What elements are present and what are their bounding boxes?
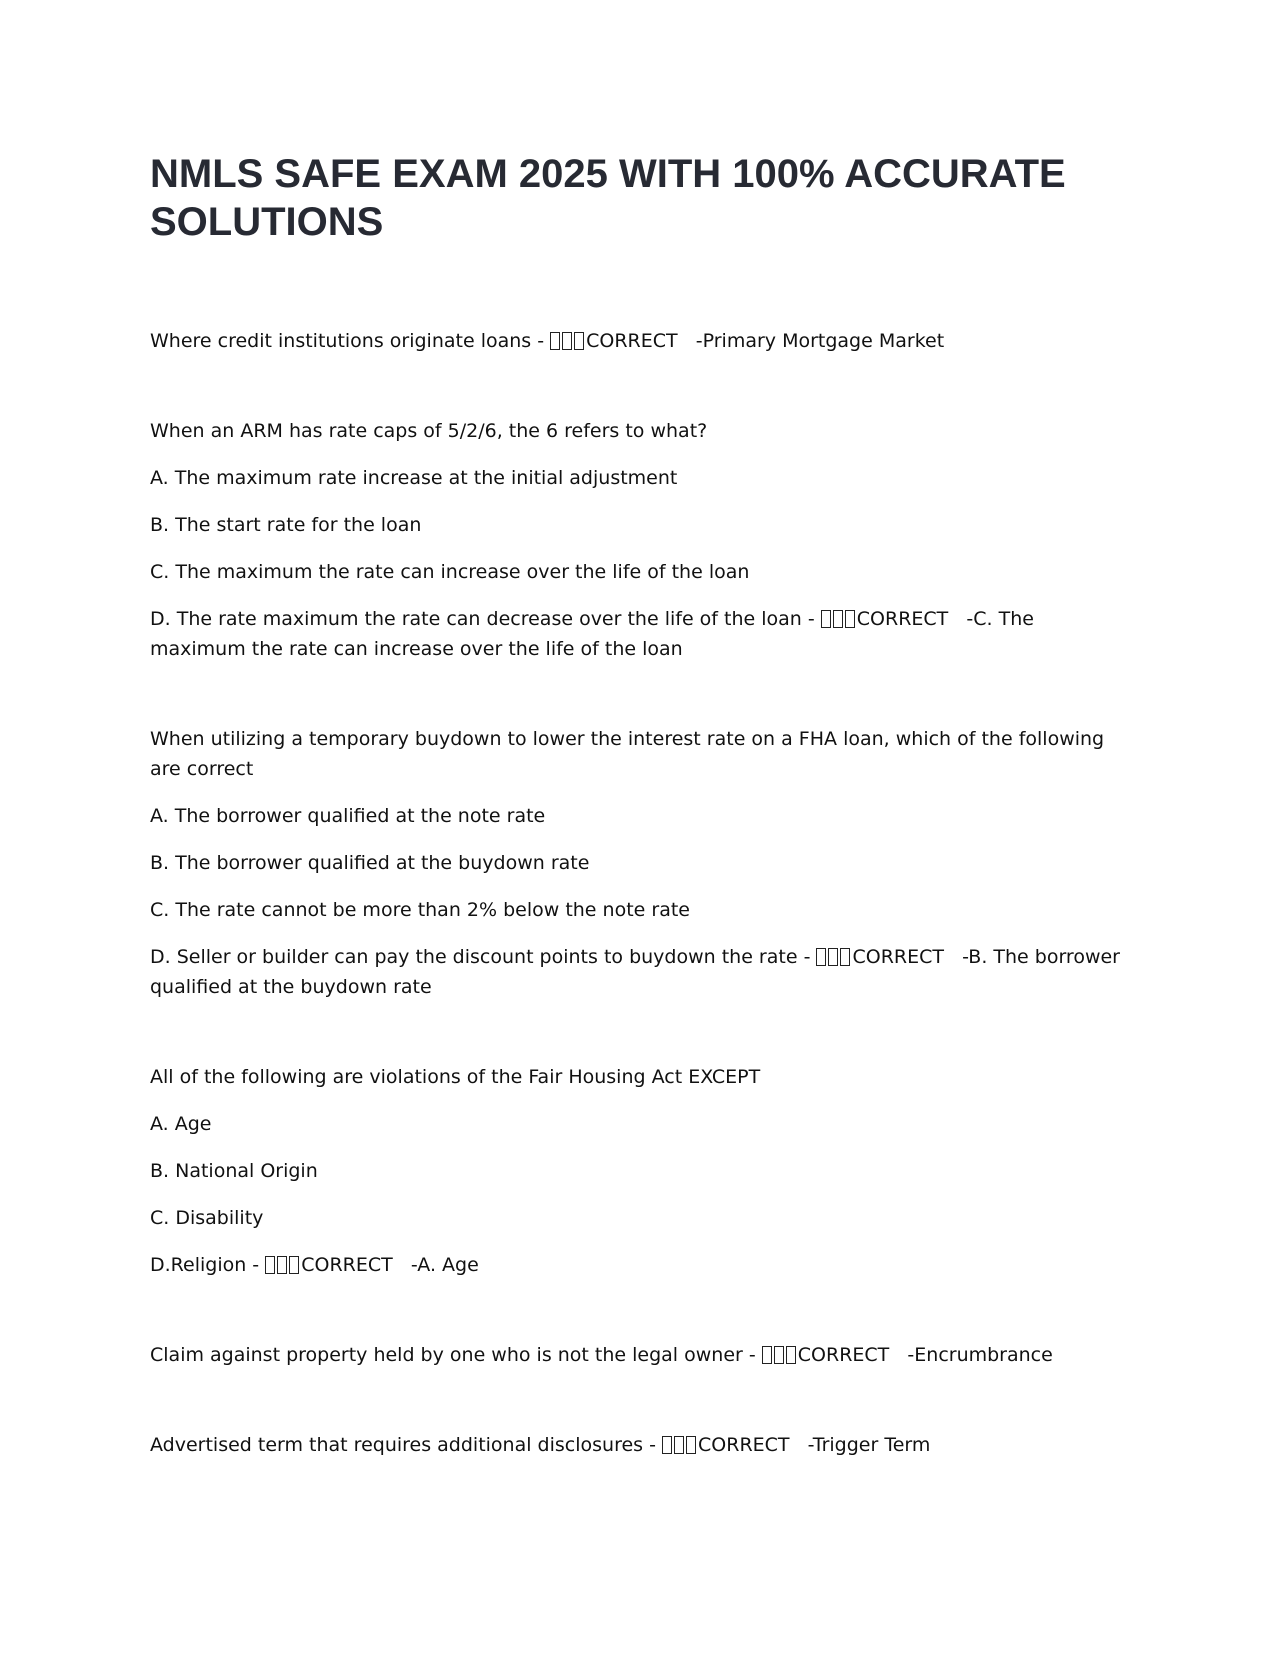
- question-line: [150, 1340, 1130, 1370]
- question-text: B. National Origin: [150, 1160, 318, 1182]
- missing-glyph-icon: [550, 330, 586, 352]
- question-block: [150, 416, 1130, 664]
- question-text: C. The rate cannot be more than 2% below the note rate: [150, 899, 690, 921]
- question-text: A. Age: [150, 1113, 212, 1135]
- missing-glyph-icon: [762, 1344, 798, 1366]
- question-block: [150, 1430, 1130, 1460]
- question-text: B. The start rate for the loan: [150, 514, 422, 536]
- question-line: [150, 1203, 1130, 1233]
- question-line: [150, 557, 1130, 587]
- question-text: A. The maximum rate increase at the initial adjustment: [150, 467, 678, 489]
- question-line: [150, 326, 1130, 356]
- missing-glyph-icon: [662, 1434, 698, 1456]
- document-page: [150, 150, 1130, 1460]
- question-text: A. The borrower qualified at the note rate: [150, 805, 546, 827]
- answer-text: A. Age: [417, 1254, 479, 1276]
- answer-prefix: CORRECT -: [698, 1434, 813, 1456]
- question-line: [150, 848, 1130, 878]
- question-text: When an ARM has rate caps of 5/2/6, the 6 refers to what?: [150, 420, 708, 442]
- question-line: [150, 1430, 1130, 1460]
- question-text: D. Seller or builder can pay the discount points to buydown the rate -: [150, 946, 817, 968]
- answer-text: Trigger Term: [812, 1434, 931, 1456]
- question-line: [150, 724, 1130, 784]
- document-title: NMLS SAFE EXAM 2025 WITH 100% ACCURATE SOLUTIONS: [150, 152, 1066, 244]
- question-block: [150, 1062, 1130, 1280]
- question-line: [150, 1062, 1130, 1092]
- answer-prefix: CORRECT -: [586, 330, 703, 352]
- question-text: Claim against property held by one who is not the legal owner -: [150, 1344, 762, 1366]
- question-text: When utilizing a temporary buydown to lower the interest rate on a FHA loan, which of the following are correct: [150, 728, 1111, 780]
- answer-prefix: CORRECT -: [852, 946, 969, 968]
- question-text: C. Disability: [150, 1207, 264, 1229]
- question-text: C. The maximum the rate can increase over the life of the loan: [150, 561, 750, 583]
- answer-prefix: CORRECT -: [301, 1254, 418, 1276]
- answer-text: Primary Mortgage Market: [702, 330, 945, 352]
- question-text: Advertised term that requires additional disclosures -: [150, 1434, 663, 1456]
- question-block: [150, 724, 1130, 1002]
- answer-prefix: CORRECT -: [856, 608, 974, 630]
- question-text: D. The rate maximum the rate can decrease over the life of the loan -: [150, 608, 821, 630]
- question-list: [150, 326, 1130, 1460]
- question-text: All of the following are violations of the Fair Housing Act EXCEPT: [150, 1066, 761, 1088]
- missing-glyph-icon: [265, 1254, 301, 1276]
- question-line: [150, 604, 1130, 664]
- question-line: [150, 416, 1130, 446]
- question-line: [150, 510, 1130, 540]
- question-line: [150, 1156, 1130, 1186]
- question-line: [150, 1109, 1130, 1139]
- answer-prefix: CORRECT -: [797, 1344, 915, 1366]
- answer-text: C. The maximum the rate can increase over the life of the loan: [150, 608, 1040, 660]
- question-line: [150, 895, 1130, 925]
- question-line: [150, 801, 1130, 831]
- question-text: B. The borrower qualified at the buydown rate: [150, 852, 590, 874]
- question-block: [150, 326, 1130, 356]
- question-text: Where credit institutions originate loans -: [150, 330, 551, 352]
- answer-text: Encrumbrance: [914, 1344, 1053, 1366]
- missing-glyph-icon: [821, 608, 857, 630]
- question-text: D.Religion -: [150, 1254, 266, 1276]
- question-line: [150, 1250, 1130, 1280]
- question-block: [150, 1340, 1130, 1370]
- question-line: [150, 463, 1130, 493]
- question-line: [150, 942, 1130, 1002]
- missing-glyph-icon: [816, 946, 852, 968]
- answer-text: B. The borrower qualified at the buydown rate: [150, 946, 1127, 998]
